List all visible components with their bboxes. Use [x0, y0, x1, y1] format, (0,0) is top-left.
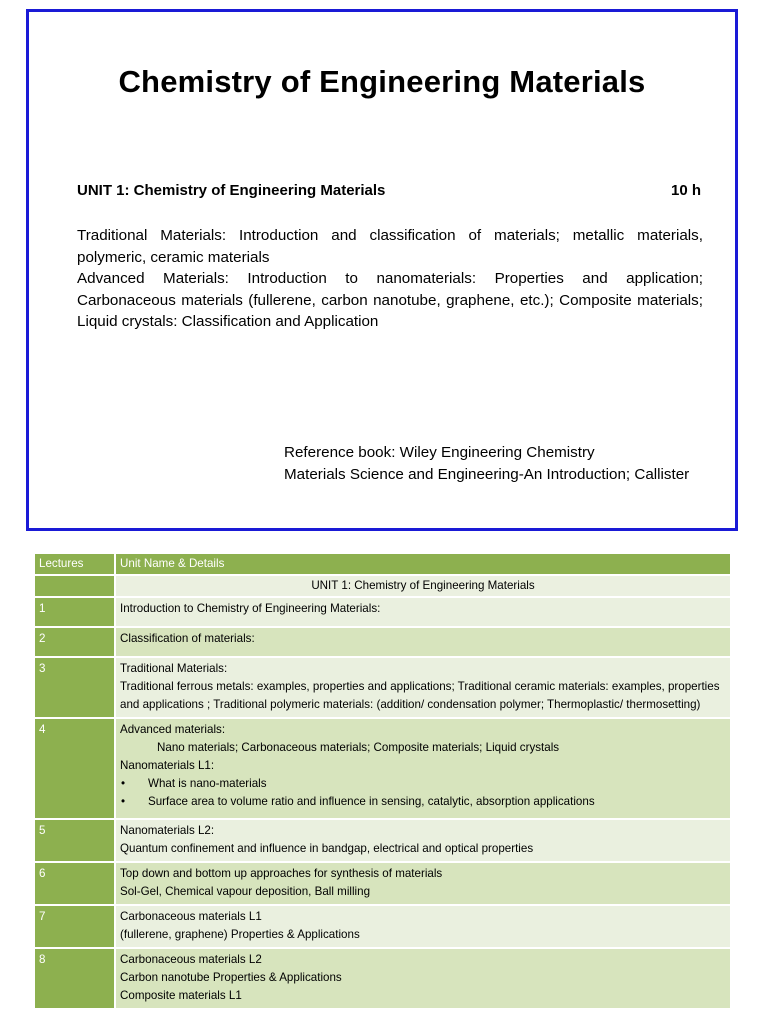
- detail-line: Nano materials; Carbonaceous materials; Composite materials; Liquid crystals: [157, 741, 560, 754]
- table-row: [34, 905, 731, 948]
- reference-books: [284, 442, 689, 485]
- table-row: [34, 862, 731, 905]
- table-header-row: [34, 553, 731, 575]
- lecture-number: 2: [34, 627, 115, 657]
- table-row: [34, 657, 731, 718]
- table-row: [34, 948, 731, 1009]
- detail-line: (fullerene, graphene) Properties & Applications: [120, 928, 360, 941]
- lecture-number: 3: [34, 657, 115, 718]
- table-row: [34, 718, 731, 819]
- bullet-text: What is nano-materials: [148, 777, 267, 790]
- detail-line: Nanomaterials L2:: [120, 824, 215, 837]
- lecture-number: 1: [34, 597, 115, 627]
- detail-line: Nanomaterials L1:: [120, 759, 215, 772]
- detail-line: Carbon nanotube Properties & Applications: [120, 971, 342, 984]
- unit-row-title: UNIT 1: Chemistry of Engineering Materials: [115, 575, 731, 597]
- lecture-details: [115, 905, 731, 948]
- table-row: [34, 819, 731, 862]
- lecture-details: [115, 948, 731, 1009]
- unit-hours: 10 h: [670, 182, 701, 199]
- unit-row: [34, 575, 731, 597]
- detail-line: Composite materials L1: [120, 989, 242, 1002]
- unit-heading: [77, 182, 701, 199]
- reference-1: Reference book: Wiley Engineering Chemistry: [284, 444, 595, 461]
- bullet-text: Surface area to volume ratio and influence in sensing, catalytic, absorption applications: [148, 795, 595, 808]
- lecture-number: 7: [34, 905, 115, 948]
- detail-line: Introduction to Chemistry of Engineering Materials:: [120, 602, 381, 615]
- bullet-dot: •: [121, 777, 126, 790]
- detail-line: Carbonaceous materials L1: [120, 910, 262, 923]
- lecture-number: 4: [34, 718, 115, 819]
- table-row: [34, 627, 731, 657]
- syllabus-traditional: Traditional Materials: Introduction and classification of materials; metallic materials, polymeric, ceramic materials: [77, 227, 703, 266]
- lecture-details: [115, 718, 731, 819]
- syllabus-text: [77, 225, 703, 333]
- lecture-number: 8: [34, 948, 115, 1009]
- lecture-table: [33, 552, 732, 1010]
- detail-line: Quantum confinement and influence in bandgap, electrical and optical properties: [120, 842, 534, 855]
- lecture-table-container: [33, 552, 730, 1010]
- unit-row-empty-cell: [34, 575, 115, 597]
- bullet-item: [120, 775, 726, 793]
- unit-title: UNIT 1: Chemistry of Engineering Materials: [77, 182, 386, 199]
- lecture-number: 6: [34, 862, 115, 905]
- lecture-details: [115, 597, 731, 627]
- detail-line: Sol-Gel, Chemical vapour deposition, Ball milling: [120, 885, 371, 898]
- bullet-item: [120, 793, 726, 811]
- detail-line: Advanced materials:: [120, 723, 226, 736]
- header-details: Unit Name & Details: [115, 553, 731, 575]
- bullet-dot: •: [121, 795, 126, 808]
- lecture-details: [115, 862, 731, 905]
- syllabus-advanced: Advanced Materials: Introduction to nanomaterials: Properties and application; Carbonaceous materials (fullerene, carbon nanotube, graphene, etc.); Composite materials; Liquid crystals: Classification and Application: [77, 270, 703, 331]
- detail-line: Carbonaceous materials L2: [120, 953, 262, 966]
- detail-line: Traditional Materials:: [120, 662, 228, 675]
- lecture-details: [115, 627, 731, 657]
- syllabus-slide: [26, 9, 738, 531]
- detail-line: Traditional ferrous metals: examples, properties and applications; Traditional ceramic materials: examples, properties and applications ; Traditional polymeric materials: (addition/ condensation polymer; Thermoplastic/ thermosetting): [120, 680, 720, 711]
- detail-line: Top down and bottom up approaches for synthesis of materials: [120, 867, 443, 880]
- lecture-number: 5: [34, 819, 115, 862]
- lecture-details: [115, 819, 731, 862]
- lecture-details: [115, 657, 731, 718]
- table-row: [34, 597, 731, 627]
- slide-title: Chemistry of Engineering Materials: [118, 64, 646, 99]
- reference-2: Materials Science and Engineering-An Introduction; Callister: [284, 465, 690, 483]
- detail-line: Classification of materials:: [120, 632, 255, 645]
- header-lectures: Lectures: [34, 553, 115, 575]
